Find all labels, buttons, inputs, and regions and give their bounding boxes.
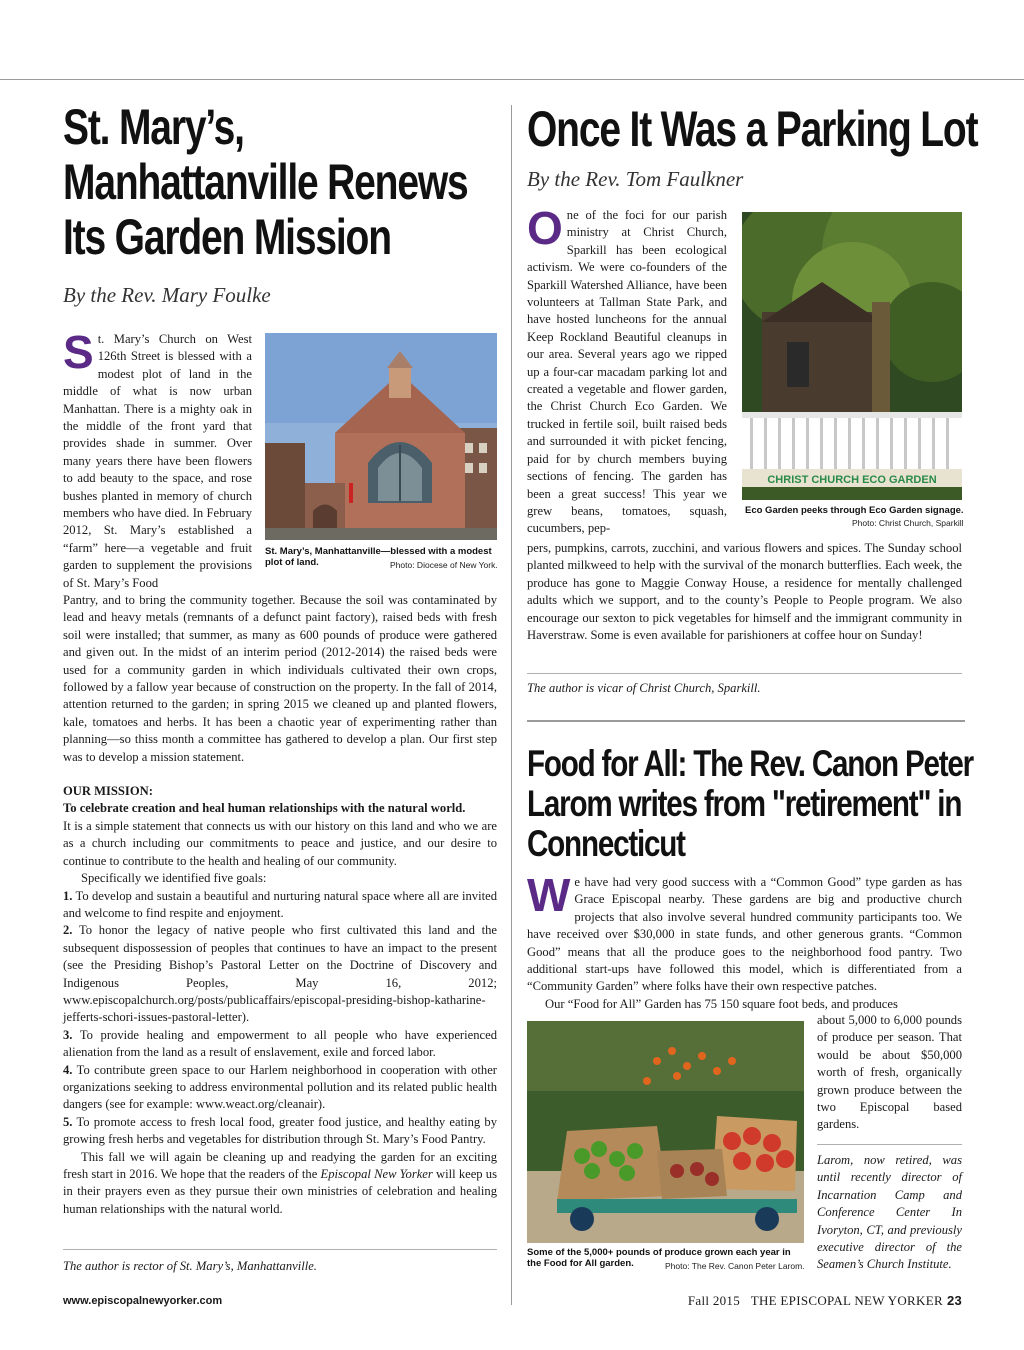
right-article-title: Once It Was a Parking Lot [527,101,978,157]
mission-text: It is a simple statement that connects us with our history on this land and who we are as a church including our commitments to peace and justice, and our desire to continue to contribute to the health and healing of our community. [63,818,497,868]
section-divider [527,720,965,722]
right-note-rule [527,673,962,674]
goal-item: 4. To contribute green space to our Harlem neighborhood in cooperation with other organizations seeking to address environmental pollution and its related public health dangers (see for example: www.weact.org/cleanair). [63,1062,497,1112]
food-author-note: Larom, now retired, was until recently director of Incarnation Camp and Conference Center In Ivoryton, CT, and previously executive director of the Seamen’s Church Institute. [817,1153,962,1272]
food-note-rule [817,1144,962,1145]
right-article-byline: By the Rev. Tom Faulkner [527,167,744,191]
food-p2-lead: Our “Food for All” Garden has 75 150 square foot beds, and produces [545,996,898,1011]
footer-publication: THE EPISCOPAL NEW YORKER [750,1293,943,1308]
goal-item: 1. To develop and sustain a beautiful and nurturing natural space where all are invited and welcome to find respite and enjoyment. [63,888,497,920]
left-dropcap: S [63,326,94,378]
left-author-note: The author is rector of St. Mary’s, Manhattanville. [63,1259,317,1273]
mission-statement: To celebrate creation and heal human relationships with the natural world. [63,801,466,816]
church-illustration [265,333,497,540]
footer-issue: Fall 2015 [687,1293,741,1308]
eco-caption-text: Eco Garden peeks through Eco Garden signage. [745,505,964,516]
food-article-title: Food for All: The Rev. Canon Peter Larom writes from "retirement" in Connecticut [527,743,973,864]
left-article-body [63,592,497,1218]
footer-website[interactable]: www.episcopalnewyorker.com [63,1295,223,1307]
right-article-body [527,540,962,644]
eco-garden-illustration [742,212,962,500]
right-intro-text: ne of the foci for our parish ministry at Christ Church, Sparkill has been ecological activism. We were co-founders of the Sparkill Watershed Alliance, have been volunteers at Tallman State Park, and have hosted luncheons for the annual Keep Rockland Beautiful cleanups in our area. Several years ago we ripped up a four-car macadam parking lot and created a vegetable and flower garden, the Christ Church Eco Garden. We trucked in fertile soil, built raised beds and surrounded it with picket fencing, paid for by church members buying sections of fencing. The garden has been a great success! This year we grew beans, tomatoes, squash, cucumbers, pep- [527,208,727,536]
produce-caption-text: Some of the 5,000+ pounds of produce grown each year in the Food for All garden. [527,1247,791,1269]
left-article-title: St. Mary’s, Manhattanville Renews Its Garden Mission [63,99,468,265]
top-rule [0,79,1024,80]
page-number: 23 [946,1293,962,1308]
produce-illustration [527,1021,804,1243]
st-marys-photo-credit: Photo: Diocese of New York. [390,560,498,570]
produce-cart-photo [527,1021,804,1243]
right-article-intro [527,202,727,538]
mission-heading: OUR MISSION: [63,784,153,799]
left-article-intro [63,326,252,592]
closing-paragraph: This fall we will again be cleaning up and readying the garden for an exciting fresh start in 2016. We hope that the readers of the Episcopal New Yorker will keep us in their prayers even as they pursue their own ministries of celebration and healing human relationships with the natural world. [63,1149,497,1216]
right-body-paragraph: pers, pumpkins, carrots, zucchini, and various flowers and spices. The Sunday school planted milkweed to help with the survival of the monarch butterflies. Each week, the produce has gone to Maggie Conway House, a residence for mentally challenged adults which we support, and to the county’s People to People program. We also encourage our sexton to pick vegetables for himself and the immigrant community in Haverstraw. Some is even available for parishioners at coffee hour on Sunday! [527,541,962,643]
left-article-byline: By the Rev. Mary Foulke [63,283,271,307]
produce-photo-credit: Photo: The Rev. Canon Peter Larom. [665,1261,805,1271]
goals-intro: Specifically we identified five goals: [81,871,267,886]
eco-garden-caption [745,505,965,516]
st-marys-church-photo [265,333,497,540]
right-dropcap: O [527,202,563,254]
eco-garden-credit: Photo: Christ Church, Sparkill [852,518,964,528]
left-intro-text: t. Mary’s Church on West 126th Street is blessed with a modest plot of land in the middle of what is now urban Manhattan. There is a mighty oak in the middle of the front yard that provides shade in summer. Over many years there have been flowers to add beauty to the space, and rose bushes planted in memory of church members who have died. In February 2012, St. Mary’s established a “farm” here—a vegetable and fruit garden to supplement the provisions of St. Mary’s Food [63,332,252,590]
goal-item: 2. To honor the legacy of native people who first cultivated this land and the subsequent dispossession of peoples that continues to have an impact to the present (see the Presiding Bishop’s Pastoral Letter on the Doctrine of Discovery and Indigenous Peoples, May 16, 2012; www.episcopalchurch.org/posts/publicaffairs/episcopal-presiding-bishop-katharine-jefferts-schori-issues-pastoral-letter). [63,923,497,1025]
st-marys-caption-text: St. Mary’s, Manhattanville—blessed with a modest plot of land. [265,546,492,568]
footer-issue-info [688,1293,962,1309]
eco-garden-sign: CHRIST CHURCH ECO GARDEN [767,474,937,486]
goal-item: 3. To provide healing and empowerment to all people who have experienced alienation from the land as a result of enslavement, exile and forced labor. [63,1027,497,1060]
food-p2-rest: about 5,000 to 6,000 pounds of produce per season. That would be about $50,000 worth of fresh, organically grown produce between the two Episcopal based gardens. [817,1013,962,1132]
left-note-rule [63,1249,497,1250]
food-dropcap: W [527,869,571,921]
right-author-note: The author is vicar of Christ Church, Sparkill. [527,681,761,695]
goal-item: 5. To promote access to fresh local food, greater food justice, and healthy eating by growing fresh herbs and vegetables for distribution through St. Mary’s Food Pantry. [63,1114,497,1147]
column-divider [511,105,512,1305]
left-body-paragraph: Pantry, and to bring the community together. Because the soil was contaminated by lead and heavy metals (remnants of a defunct paint factory), raised beds with fresh soil were installed; that summer, as many as 600 pounds of produce were gathered and given out. In the midst of an interim period (2012-2014) the raised beds were used for a community garden in which individuals cultivated their own crops, followed by a fallow year because of construction on the property. In the fall of 2014, attention returned to the garden; in spring 2015 we cleaned up and planted flowers, kale, tomatoes and herbs. It has been a chaotic year of experimenting rather than planning—so thiss month a committee has gathered to develop a plan. Our first step was to develop a mission statement. [63,593,497,764]
food-intro-text: e have had very good success with a “Common Good” type garden as has Grace Episcopal nearby. These gardens are big and productive church projects that also involve several hundred community participants too. We have received over $30,000 in state funds, and other generous grants. “Common Good” means that all the produce goes to the neighborhood food pantry. Two additional start-ups have followed this model, which is differentiated from a “Community Garden” where folks have their own respective patches. [527,875,962,994]
eco-garden-photo [742,212,962,500]
food-article-intro [527,869,962,1013]
